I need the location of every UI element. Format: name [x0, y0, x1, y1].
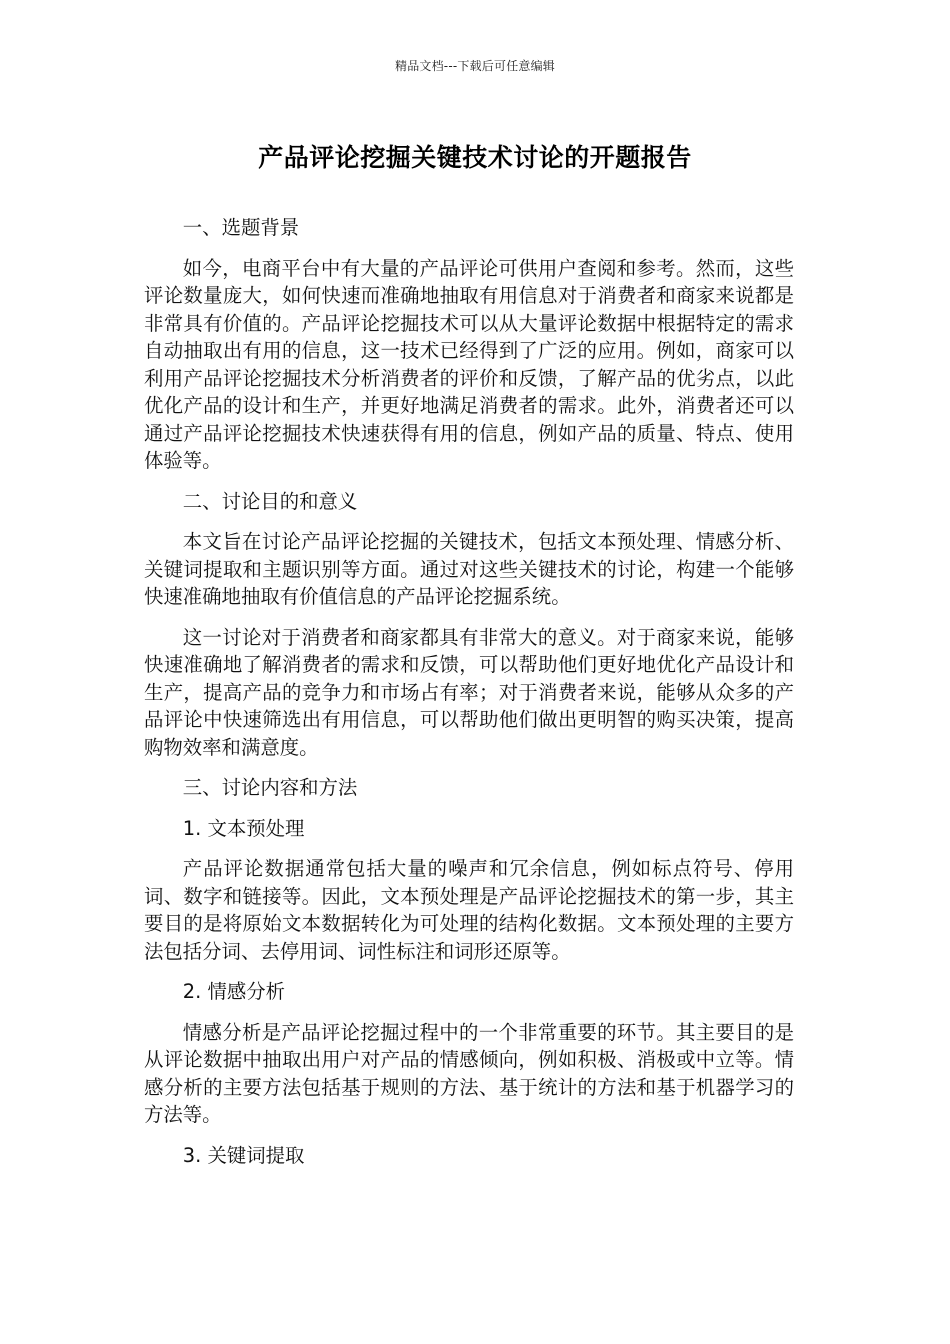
document-body — [144, 214, 794, 1169]
page-header-note: 精品文档---下载后可任意编辑 — [395, 59, 555, 73]
paragraph-background: 如今，电商平台中有大量的产品评论可供用户查阅和参考。然而，这些评论数量庞大，如何快速而准确地抽取有用信息对于消费者和商家来说都是非常具有价值的。产品评论挖掘技术可以从大量评论数据中根据特定的需求自动抽取出有用的信息，这一技术已经得到了广泛的应用。例如，商家可以利用产品评论挖掘技术分析消费者的评价和反馈，了解产品的优劣点，以此优化产品的设计和生产，并更好地满足消费者的需求。此外，消费者还可以通过产品评论挖掘技术快速获得有用的信息，例如产品的质量、特点、使用体验等。 — [144, 256, 794, 472]
subsection-heading-sentiment: 2. 情感分析 — [182, 980, 286, 1003]
paragraph-significance: 这一讨论对于消费者和商家都具有非常大的意义。对于商家来说，能够快速准确地了解消费者的需求和反馈，可以帮助他们更好地优化产品设计和生产，提高产品的竞争力和市场占有率；对于消费者来说，能够从众多的产品评论中快速筛选出有用信息，可以帮助他们做出更明智的购买决策，提高购物效率和满意度。 — [144, 625, 794, 759]
subsection-heading-keywords: 3. 关键词提取 — [182, 1143, 305, 1167]
paragraph-sentiment: 情感分析是产品评论挖掘过程中的一个非常重要的环节。其主要目的是从评论数据中抽取出用户对产品的情感倾向，例如积极、消极或中立等。情感分析的主要方法包括基于规则的方法、基于统计的方法和基于机器学习的方法等。 — [144, 1020, 794, 1126]
section-heading-background: 一、选题背景 — [182, 216, 300, 239]
section-heading-purpose: 二、讨论目的和意义 — [182, 489, 358, 513]
paragraph-preprocessing: 产品评论数据通常包括大量的噪声和冗余信息，例如标点符号、停用词、数字和链接等。因此，文本预处理是产品评论挖掘技术的第一步，其主要目的是将原始文本数据转化为可处理的结构化数据。文本预处理的主要方法包括分词、去停用词、词性标注和词形还原等。 — [144, 857, 794, 963]
subsection-heading-preprocessing: 1. 文本预处理 — [182, 816, 305, 840]
document-title: 产品评论挖掘关键技术讨论的开题报告 — [258, 143, 692, 172]
section-heading-methods: 三、讨论内容和方法 — [182, 776, 358, 799]
paragraph-purpose: 本文旨在讨论产品评论挖掘的关键技术，包括文本预处理、情感分析、关键词提取和主题识别等方面。通过对这些关键技术的讨论，构建一个能够快速准确地抽取有价值信息的产品评论挖掘系统。 — [144, 530, 794, 608]
